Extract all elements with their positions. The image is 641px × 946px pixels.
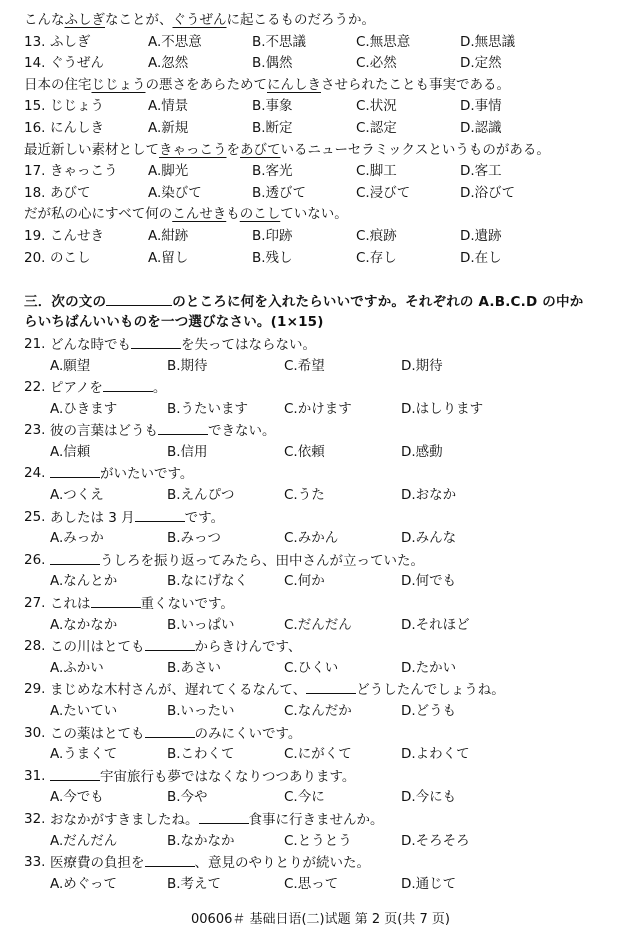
answer-option: C.だんだん [284,616,352,633]
answer-option: D.はしります [401,400,484,417]
sentence-text: だが私の心にすべて何の [24,206,173,223]
question-row [24,679,623,701]
question-row [24,226,623,248]
answer-option: A.忽然 [148,55,189,72]
answer-option: D.無思議 [460,33,516,50]
answer-option: B.なにげなく [167,573,249,590]
answer-option: C.認定 [356,119,397,136]
question-text-after-blank: 宇宙旅行も夢ではなくなりつつあります。 [100,768,356,785]
question-number: 13. [24,33,46,50]
answer-option: B.うたいます [167,400,249,417]
answer-option: A.留し [148,249,189,266]
answer-option: C.痕跡 [356,227,397,244]
sentence-text: こんな [24,12,65,28]
answer-option: A.ひきます [50,400,118,417]
question-text-after-blank: です。 [184,509,225,526]
answer-blank [50,766,100,781]
question-text [50,507,224,529]
question-text [50,679,505,701]
question-text-after-blank: からきけんです、 [194,639,302,656]
answer-blank [103,377,153,392]
answer-option: D.どうも [401,703,457,719]
question-row [24,463,623,485]
question-stem: ふしぎ [50,33,91,50]
question-row [24,766,623,788]
options-row [24,485,623,507]
answer-option: B.こわくて [167,746,235,763]
sentence-text: なことが、 [105,12,173,28]
answer-blank [306,679,356,694]
sentence-text: に起こるものだろうか。 [226,12,375,28]
question-row [24,96,623,118]
answer-option: A.みっか [50,530,104,547]
answer-option: B.いったい [167,703,235,719]
options-row [24,744,623,766]
answer-option: A.紺跡 [148,227,189,244]
sentence-text: を [226,141,240,158]
question-number: 23. [24,422,46,439]
question-sentence [24,140,623,162]
answer-option: C.みかん [284,530,339,547]
answer-option: A.脚光 [148,163,189,180]
answer-option: A.染びて [148,184,202,201]
options-row [24,831,623,853]
options-row [24,528,623,550]
answer-option: D.今にも [401,789,457,806]
answer-option: A.新規 [148,119,189,136]
answer-option: D.たかい [401,659,457,676]
answer-option: A.情景 [148,98,189,115]
answer-option: B.考えて [167,875,222,892]
question-number: 33. [24,854,46,871]
answer-option: A.不思意 [148,33,202,50]
answer-option: B.断定 [252,119,293,136]
question-row [24,507,623,529]
answer-option: B.期待 [167,357,208,374]
question-text [50,766,355,788]
page-footer: 00606＃ 基础日语(二)试题 第 2 页(共 7 页) [191,912,450,927]
instruction-blank [106,291,172,306]
underlined-word: きゃっこう [159,141,227,158]
question-row [24,723,623,745]
options-row [24,701,623,723]
underlined-word: じじょう [91,76,146,93]
answer-option: A.ふかい [50,659,104,676]
question-number: 31. [24,767,46,784]
answer-option: B.今や [167,789,208,806]
answer-option: A.願望 [50,357,91,374]
question-text-after-blank: がいたいです。 [100,466,194,483]
question-stem: のこし [50,249,91,266]
question-row [24,183,623,205]
question-row [24,334,623,356]
answer-option: B.いっぱい [167,616,235,633]
answer-option: D.在し [460,249,502,266]
answer-option: D.期待 [401,357,443,374]
answer-option: B.事象 [252,98,293,115]
answer-option: A.今でも [50,789,104,806]
answer-option: D.そろそろ [401,832,470,849]
options-row [24,442,623,464]
answer-option: A.だんだん [50,832,118,849]
question-number: 25. [24,508,46,525]
answer-option: B.不思議 [252,33,307,50]
answer-option: B.みっつ [167,530,222,547]
question-text-before-blank: おなかがすきましたね。 [50,811,199,828]
underlined-word: ふしぎ [64,12,105,28]
question-number: 22. [24,379,46,396]
answer-option: C.脚工 [356,163,397,180]
answer-option: B.透びて [252,184,307,201]
question-number: 18. [24,184,46,201]
question-text [50,334,316,356]
section-instruction-line2 [24,312,623,334]
question-number: 24. [24,465,46,482]
question-number: 19. [24,227,46,244]
answer-blank [131,334,181,349]
question-text-after-blank: 重くないです。 [140,596,234,613]
answer-blank [91,593,141,608]
underlined-word: あびて [240,141,281,158]
question-text-before-blank: これは [50,596,91,613]
question-text-after-blank: を失ってはならない。 [181,336,316,353]
answer-option: C.かけます [284,400,352,417]
question-text-after-blank: できない。 [208,423,276,440]
kanji-reading-section [24,10,623,269]
question-number: 30. [24,724,46,741]
answer-option: C.必然 [356,55,397,72]
instruction-prefix: 三．次の文の [24,293,107,310]
question-stem: こんせき [50,227,104,244]
sentence-text: いるニューセラミックスというものがある。 [280,141,550,158]
answer-option: B.信用 [167,443,208,460]
answer-option: A.うまくて [50,746,118,763]
answer-option: D.よわくて [401,746,470,763]
options-row [24,874,623,896]
question-text [50,377,166,399]
question-number: 17. [24,163,46,180]
answer-option: A.なかなか [50,616,118,633]
question-number: 20. [24,249,46,266]
options-row [24,615,623,637]
answer-blank [158,420,208,435]
options-row [24,787,623,809]
options-row [24,399,623,421]
answer-option: B.偶然 [252,55,293,72]
question-text-before-blank: どんな時でも [50,336,131,353]
question-stem: きゃっこう [50,163,118,180]
question-text [50,593,234,615]
answer-option: A.めぐって [50,875,118,892]
question-number: 15. [24,98,46,115]
answer-option: A.つくえ [50,487,104,504]
instruction-text-2: らいちばんいいものを一つ選びなさい。(1×15) [24,314,324,331]
options-row [24,356,623,378]
question-text [50,550,424,572]
question-number: 16. [24,119,46,136]
answer-blank [145,723,195,738]
sentence-text: 日本の住宅 [24,76,92,93]
answer-option: A.たいてい [50,703,118,719]
question-text-after-blank: 。 [152,380,167,397]
answer-option: C.なんだか [284,703,352,719]
question-row [24,32,623,54]
question-text [50,723,301,745]
answer-blank [50,463,100,478]
question-row [24,53,623,75]
answer-option: B.なかなか [167,832,235,849]
question-row [24,118,623,140]
answer-option: D.おなか [401,487,457,504]
underlined-word: こんせき [172,206,227,223]
sentence-text: 最近新しい素材として [24,141,159,158]
answer-blank [145,636,195,651]
question-number: 14. [24,55,46,72]
answer-option: C.状況 [356,98,397,115]
question-row [24,248,623,270]
question-text-after-blank: どうしたんでしょうね。 [356,682,505,699]
question-row [24,636,623,658]
question-row [24,809,623,831]
answer-option: A.なんとか [50,573,118,590]
answer-option: D.定然 [460,55,502,72]
answer-option: D.遺跡 [460,227,502,244]
question-sentence [24,204,623,226]
answer-option: B.客光 [252,163,293,180]
answer-option: B.印跡 [252,227,293,244]
question-text-before-blank: まじめな木村さんが、遅れてくるなんて、 [50,682,307,699]
question-row [24,550,623,572]
question-number: 26. [24,551,46,568]
answer-option: C.無思意 [356,33,411,50]
answer-option: C.ひくい [284,659,339,676]
answer-option: B.残し [252,249,293,266]
answer-option: C.にがくて [284,746,352,763]
question-sentence [24,10,623,32]
question-row [24,593,623,615]
underlined-word: ぐうぜん [172,12,227,28]
answer-option: C.うた [284,487,325,504]
question-number: 21. [24,335,46,352]
answer-option: C.存し [356,249,397,266]
fill-in-blank-section [24,334,623,895]
question-text-before-blank: 医療費の負担を [50,855,145,872]
answer-option: A.信頼 [50,443,91,460]
answer-option: C.とうとう [284,832,352,849]
question-text [50,463,193,485]
answer-option: D.浴びて [460,184,516,201]
question-row [24,852,623,874]
options-row [24,571,623,593]
answer-option: D.事情 [460,98,502,115]
section-instruction [24,291,623,313]
sentence-text: も [226,206,240,223]
question-stem: ぐうぜん [50,55,104,72]
answer-blank [135,507,185,522]
answer-option: C.今に [284,789,325,806]
instruction-text: のところに何を入れたらいいですか。それぞれの A.B.C.D の中か [172,293,584,310]
question-text-before-blank: この薬はとても [50,725,145,742]
answer-blank [199,809,249,824]
question-row [24,420,623,442]
answer-option: B.えんぴつ [167,487,235,504]
answer-blank [145,852,195,867]
question-text-after-blank: のみにくいです。 [194,725,302,742]
question-text-after-blank: 食事に行きませんか。 [248,811,384,828]
question-text-before-blank: 彼の言葉はどうも [50,423,158,440]
answer-option: B.あさい [167,659,222,676]
answer-option: C.思って [284,875,339,892]
underlined-word: にんしき [267,76,321,93]
question-number: 32. [24,810,46,827]
answer-option: D.それほど [401,616,470,633]
question-text-after-blank: うしろを振り返ってみたら、田中さんが立っていた。 [100,552,424,569]
answer-option: D.客工 [460,163,502,180]
options-row [24,658,623,680]
question-row [24,377,623,399]
answer-blank [50,550,100,565]
question-text-before-blank: ピアノを [50,380,103,397]
answer-option: D.認識 [460,119,502,136]
question-sentence [24,75,623,97]
question-text-before-blank: この川はとても [50,639,145,656]
answer-option: C.何か [284,573,325,590]
question-text [50,420,276,442]
question-number: 29. [24,681,46,698]
answer-option: D.感動 [401,443,443,460]
question-text-before-blank: あしたは 3 月 [50,509,135,526]
answer-option: D.何でも [401,573,457,590]
question-text [50,809,384,831]
question-stem: にんしき [50,119,104,136]
answer-option: C.依頼 [284,443,325,460]
question-text-after-blank: 、意見のやりとりが続いた。 [194,855,370,872]
question-stem: じじょう [50,98,104,115]
question-number: 27. [24,595,46,612]
question-stem: あびて [50,184,91,201]
sentence-text: ていない。 [280,206,348,223]
answer-option: D.通じて [401,875,457,892]
answer-option: C.浸びて [356,184,411,201]
question-number: 28. [24,638,46,655]
question-row [24,161,623,183]
question-text [50,852,370,874]
underlined-word: のこし [239,206,281,223]
sentence-text: させられたことも事実である。 [321,76,510,93]
answer-option: D.みんな [401,530,457,547]
question-text [50,636,301,658]
answer-option: C.希望 [284,357,325,374]
sentence-text: の悪さをあらためて [145,76,267,93]
